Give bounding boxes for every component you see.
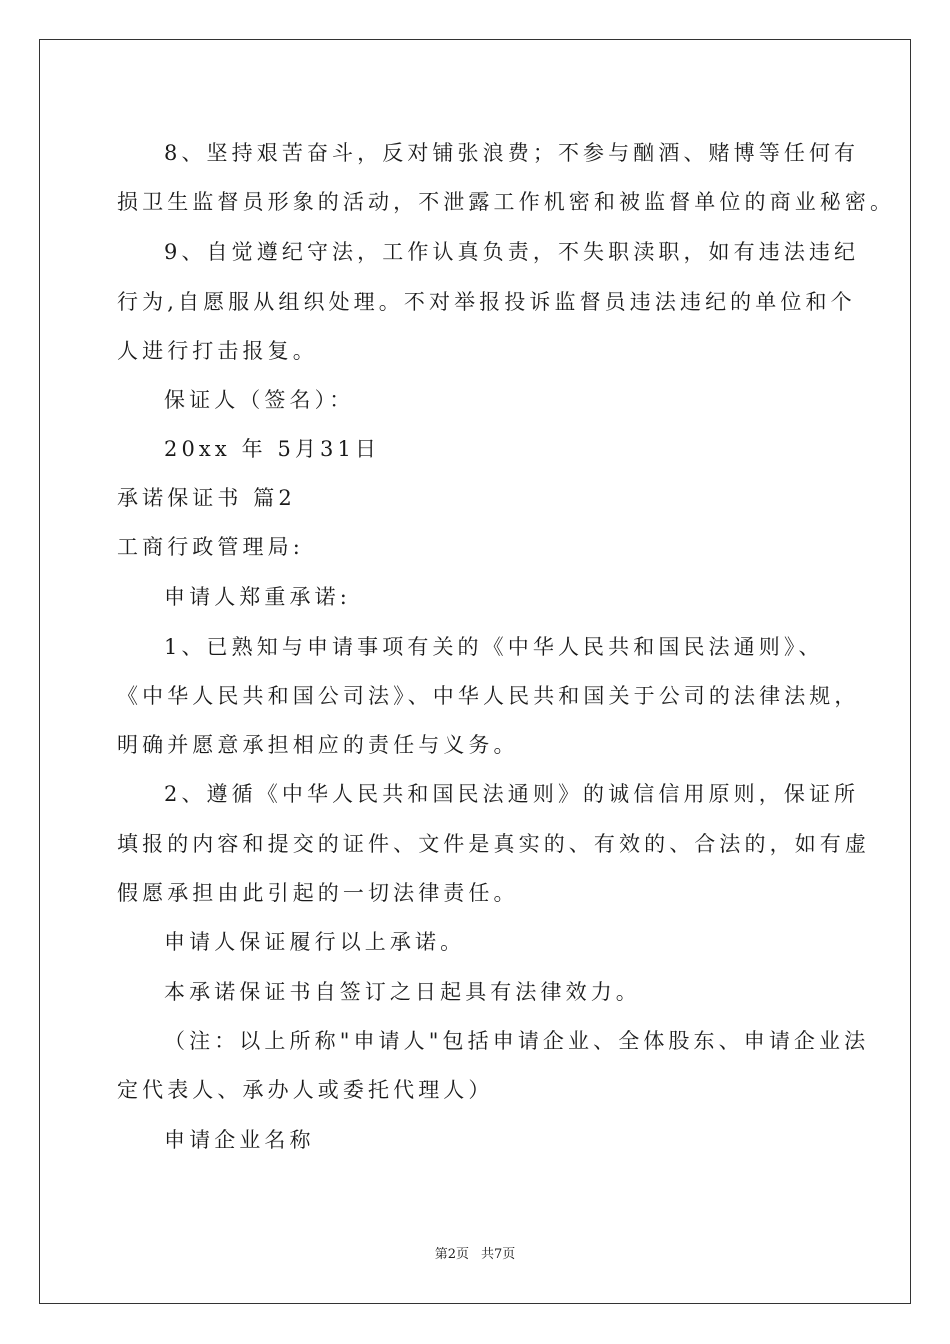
paragraph-line: 行为,自愿服从组织处理。不对举报投诉监督员违法违纪的单位和个 <box>117 290 856 314</box>
paragraph-line: 《中华人民共和国公司法》、中华人民共和国关于公司的法律法规， <box>117 684 860 708</box>
paragraph-line: 9、自觉遵纪守法，工作认真负责，不失职渎职，如有违法违纪 <box>164 240 860 264</box>
page-frame <box>39 39 911 1304</box>
paragraph-line: 明确并愿意承担相应的责任与义务。 <box>117 733 519 757</box>
paragraph-line: 人进行打击报复。 <box>117 339 318 363</box>
paragraph-line: 1、已熟知与申请事项有关的《中华人民共和国民法通则》、 <box>164 635 824 659</box>
paragraph-line: 申请人保证履行以上承诺。 <box>164 930 466 954</box>
paragraph-line: 2、遵循《中华人民共和国民法通则》的诚信信用原则，保证所 <box>164 782 860 806</box>
page-number-total: 共7页 <box>481 1247 516 1262</box>
company-name-line: 申请企业名称 <box>164 1128 315 1152</box>
paragraph-line: 8、坚持艰苦奋斗，反对铺张浪费；不参与酗酒、赌博等任何有 <box>164 141 860 165</box>
paragraph-line: 损卫生监督员形象的活动，不泄露工作机密和被监督单位的商业秘密。 <box>117 190 896 214</box>
note-line: （注：以上所称"申请人"包括申请企业、全体股东、申请企业法 <box>164 1029 870 1053</box>
guarantor-signature-line: 保证人（签名）： <box>164 388 355 412</box>
addressee-line: 工商行政管理局: <box>117 535 304 559</box>
paragraph-line: 填报的内容和提交的证件、文件是真实的、有效的、合法的，如有虚 <box>117 832 870 856</box>
note-line: 定代表人、承办人或委托代理人） <box>117 1078 494 1102</box>
section-heading: 承诺保证书 篇2 <box>117 486 296 510</box>
paragraph-line: 申请人郑重承诺: <box>164 585 351 609</box>
page-number-current: 第2页 <box>434 1247 469 1262</box>
page-footer <box>0 1246 950 1264</box>
paragraph-line: 假愿承担由此引起的一切法律责任。 <box>117 881 519 905</box>
date-line: 20xx 年 5月31日 <box>164 437 381 461</box>
paragraph-line: 本承诺保证书自签订之日起具有法律效力。 <box>164 980 641 1004</box>
